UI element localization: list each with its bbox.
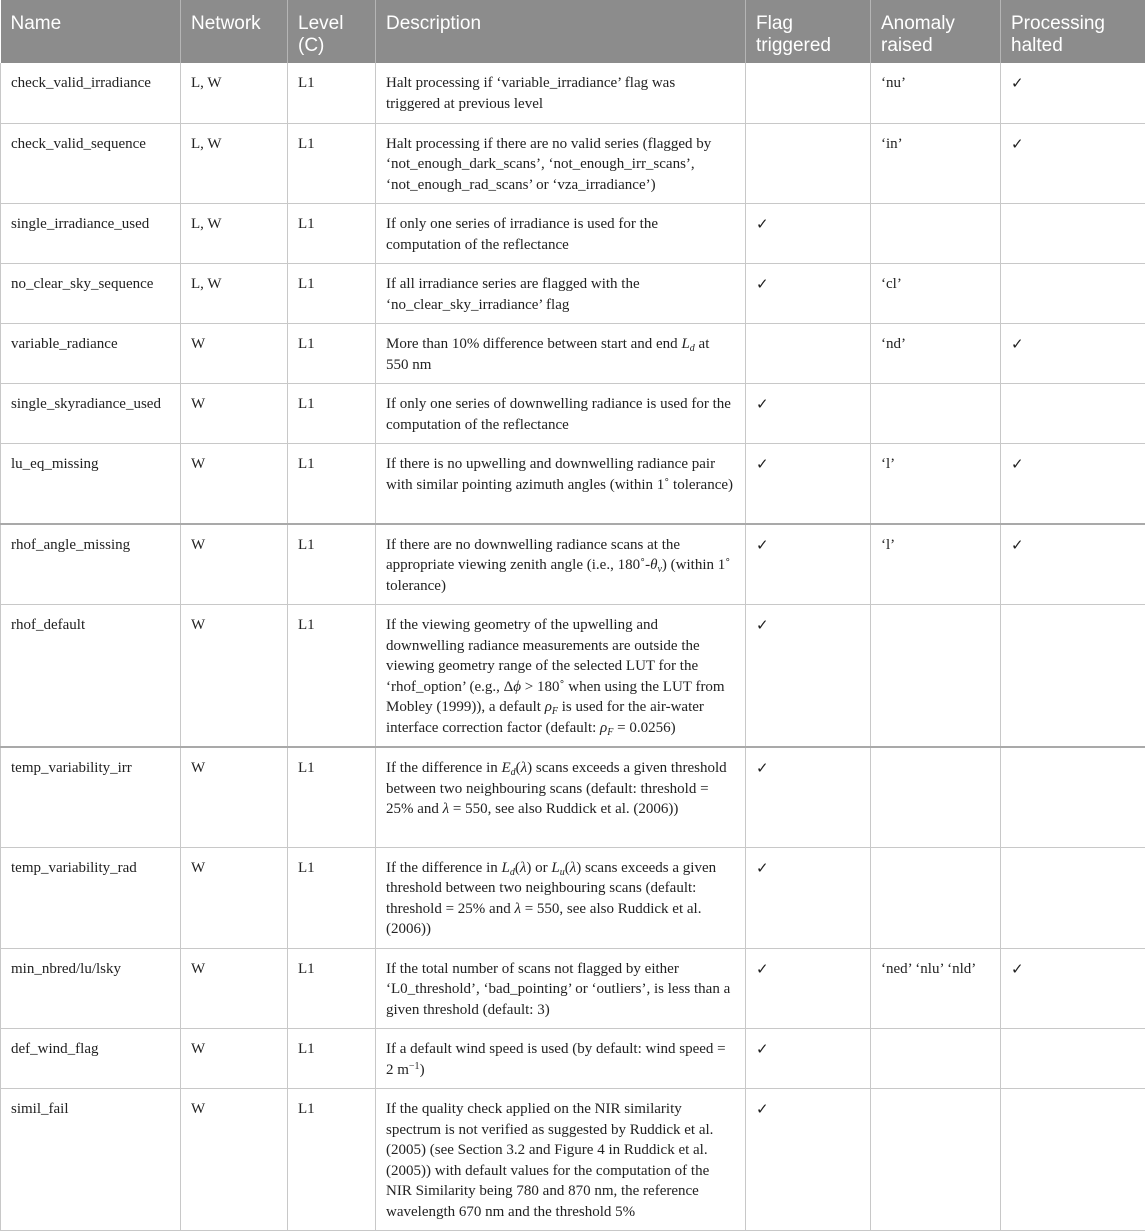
cell-anomaly: ‘nu’ [871,63,1001,123]
table-row [1,605,1145,748]
cell-anomaly: ‘l’ [871,524,1001,605]
symbol-subscript: v [657,564,662,575]
cell-flag-triggered: ✓ [746,1089,871,1231]
cell-level: L1 [288,1029,376,1089]
cell-network: L, W [181,204,288,264]
description-text: If a default wind speed is used (by default: wind speed = 2 m [386,1041,726,1078]
cell-flag-triggered: ✓ [746,605,871,748]
cell-processing-halted: ✓ [1001,948,1145,1029]
cell-network: W [181,384,288,444]
cell-network: W [181,444,288,524]
cell-name: single_irradiance_used [1,204,181,264]
cell-anomaly [871,747,1001,847]
header-processing-halted: Processing halted [1001,0,1145,63]
symbol: ρ [544,699,552,715]
table-row [1,524,1145,605]
description-text: > 180˚ when using the LUT from Mobley (1999)), a default [386,678,725,715]
cell-level: L1 [288,524,376,605]
cell-processing-halted [1001,747,1145,847]
cell-processing-halted [1001,264,1145,324]
cell-level: L1 [288,123,376,204]
description-text: ( [515,760,521,776]
cell-processing-halted [1001,1089,1145,1231]
cell-processing-halted: ✓ [1001,123,1145,204]
cell-anomaly [871,847,1001,948]
table-row [1,123,1145,204]
header-flag-triggered: Flag triggered [746,0,871,63]
cell-flag-triggered: ✓ [746,747,871,847]
description-text: scans exceeds a given threshold between two neighbouring scans (default: threshold = 25% and [386,859,717,917]
cell-anomaly [871,204,1001,264]
cell-processing-halted: ✓ [1001,444,1145,524]
cell-description [376,1029,746,1089]
superscript: −1 [408,1060,420,1072]
cell-network: L, W [181,63,288,123]
table-row [1,1089,1145,1231]
symbol: λ [519,859,527,876]
cell-name: def_wind_flag [1,1029,181,1089]
symbol: λ [569,859,577,876]
table-row [1,1029,1145,1089]
symbol: λ [514,900,521,917]
cell-description: If the difference in $L_d(\lambda)$ or $L_u(\lambda)$ scans exceeds a given threshold between two neighbouring scans (default: threshold = 25% and λ = 550, see also Ruddick et al. (2006)) [376,847,746,948]
cell-name: lu_eq_missing [1,444,181,524]
cell-flag-triggered: ✓ [746,264,871,324]
table-row [1,324,1145,384]
symbol: L [551,859,560,876]
symbol-subscript: u [559,866,565,878]
header-level: Level (C) [288,0,376,63]
cell-level: L1 [288,847,376,948]
cell-level: L1 [288,747,376,847]
cell-name: check_valid_irradiance [1,63,181,123]
cell-description: If the quality check applied on the NIR similarity spectrum is not verified as suggested by Ruddick et al. (2005) (see Section 3.2 and Figure 4 in Ruddick et al. (2005)) with default values for the computation of the NIR Similarity being 780 and 870 nm, the reference wavelength 670 nm and the threshold 5% [376,1089,746,1231]
cell-flag-triggered: ✓ [746,524,871,605]
table-row [1,847,1145,948]
cell-network: L, W [181,123,288,204]
cell-processing-halted: ✓ [1001,324,1145,384]
cell-description: If only one series of downwelling radiance is used for the computation of the reflectance [376,384,746,444]
cell-anomaly: ‘cl’ [871,264,1001,324]
cell-network: W [181,605,288,748]
description-text: or [531,859,552,876]
cell-description [376,324,746,384]
cell-level: L1 [288,444,376,524]
symbol-subscript: F [551,706,559,717]
cell-network: W [181,847,288,948]
symbol-subscript: d [509,866,515,878]
table-row [1,444,1145,524]
symbol: λ [442,801,450,817]
cell-level: L1 [288,204,376,264]
cell-processing-halted [1001,1029,1145,1089]
cell-level: L1 [288,1089,376,1231]
symbol: ρ [600,719,608,736]
cell-flag-triggered [746,123,871,204]
symbol: λ [520,760,528,776]
cell-description: Halt processing if there are no valid series (flagged by ‘not_enough_dark_scans’, ‘not_enough_irr_scans’, ‘not_enough_rad_scans’ or ‘vza_irradiance’) [376,123,746,204]
description-text: If the difference in [386,859,502,876]
cell-flag-triggered: ✓ [746,444,871,524]
cell-description: If the total number of scans not flagged by either ‘L0_threshold’, ‘bad_pointing’ or ‘outliers’, is less than a given threshold (default: 3) [376,948,746,1029]
cell-description: If there is no upwelling and downwelling radiance pair with similar pointing azimuth angles (within 1˚ tolerance) [376,444,746,524]
cell-network: W [181,1089,288,1231]
symbol: L [681,336,690,352]
table-row [1,948,1145,1029]
cell-name: temp_variability_rad [1,847,181,948]
cell-level: L1 [288,605,376,748]
table-row [1,384,1145,444]
cell-description [376,747,746,847]
description-text: is used for the air-water interface correction factor (default: [386,699,704,736]
cell-network: W [181,524,288,605]
cell-level: L1 [288,324,376,384]
cell-name: variable_radiance [1,324,181,384]
cell-anomaly [871,1089,1001,1231]
description-text: ) (within 1˚ tolerance) [386,557,731,594]
cell-processing-halted [1001,384,1145,444]
symbol: θ [650,557,658,573]
cell-anomaly: ‘ned’ ‘nlu’ ‘nld’ [871,948,1001,1029]
cell-anomaly [871,1029,1001,1089]
description-text: = 550, see also Ruddick et al. (2006)) [449,801,679,817]
cell-network: W [181,1029,288,1089]
description-text: If the viewing geometry of the upwelling and downwelling radiance measurements are outside the viewing geometry range of the selected LUT for the ‘rhof_option’ (e.g., Δ [386,617,700,695]
cell-description [376,605,746,748]
cell-anomaly: ‘l’ [871,444,1001,524]
cell-description: If only one series of irradiance is used for the computation of the reflectance [376,204,746,264]
description-text: ) scans exceeds a given threshold between two neighbouring scans (default: threshold = 25% and [386,760,727,817]
cell-flag-triggered: ✓ [746,1029,871,1089]
cell-name: check_valid_sequence [1,123,181,204]
cell-anomaly [871,605,1001,748]
header-name: Name [1,0,181,63]
cell-name: temp_variability_irr [1,747,181,847]
cell-level: L1 [288,948,376,1029]
table-row [1,204,1145,264]
table-row [1,264,1145,324]
table-row [1,63,1145,123]
description-text: ) [419,1061,425,1078]
description-text: If there are no downwelling radiance scans at the appropriate viewing zenith angle (i.e., 180˚- [386,536,681,573]
description-text: If the difference in [386,760,502,776]
cell-network: W [181,747,288,847]
symbol-subscript: d [689,343,695,354]
cell-flag-triggered [746,324,871,384]
cell-anomaly: ‘in’ [871,123,1001,204]
cell-anomaly: ‘nd’ [871,324,1001,384]
cell-network: W [181,948,288,1029]
symbol: E [501,760,511,776]
cell-name: rhof_angle_missing [1,524,181,605]
cell-description: If all irradiance series are flagged with the ‘no_clear_sky_irradiance’ flag [376,264,746,324]
cell-processing-halted [1001,605,1145,748]
description-text: = 550, see also Ruddick et al. (2006)) [386,900,702,937]
cell-level: L1 [288,63,376,123]
cell-flag-triggered: ✓ [746,204,871,264]
cell-name: simil_fail [1,1089,181,1231]
cell-description [376,524,746,605]
description-text: More than 10% difference between start and end [386,336,682,352]
symbol: L [501,859,510,876]
cell-name: no_clear_sky_sequence [1,264,181,324]
cell-network: L, W [181,264,288,324]
cell-flag-triggered: ✓ [746,847,871,948]
cell-processing-halted: ✓ [1001,63,1145,123]
symbol: ϕ [513,678,522,695]
symbol-subscript: F [607,726,614,738]
header-anomaly-raised: Anomaly raised [871,0,1001,63]
cell-level: L1 [288,264,376,324]
cell-name: rhof_default [1,605,181,748]
description-text: = 0.0256) [613,719,676,736]
cell-network: W [181,324,288,384]
cell-flag-triggered: ✓ [746,384,871,444]
cell-flag-triggered: ✓ [746,948,871,1029]
cell-description: Halt processing if ‘variable_irradiance’ flag was triggered at previous level [376,63,746,123]
cell-name: min_nbred/lu/lsky [1,948,181,1029]
cell-level: L1 [288,384,376,444]
cell-processing-halted: ✓ [1001,524,1145,605]
symbol-subscript: d [510,767,516,778]
cell-processing-halted [1001,847,1145,948]
header-description: Description [376,0,746,63]
header-network: Network [181,0,288,63]
table-row [1,747,1145,847]
cell-anomaly [871,384,1001,444]
header-row [1,0,1145,63]
cell-processing-halted [1001,204,1145,264]
cell-name: single_skyradiance_used [1,384,181,444]
description-text: at 550 nm [386,336,710,373]
cell-flag-triggered [746,63,871,123]
